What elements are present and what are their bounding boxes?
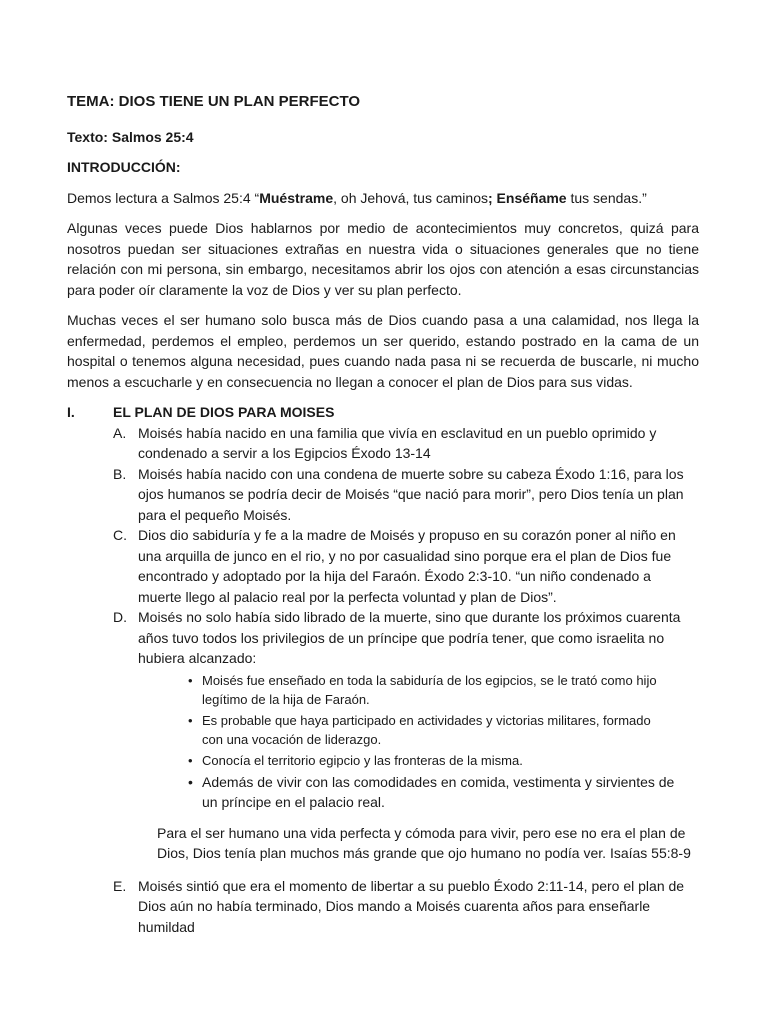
document-content: [67, 92, 699, 937]
item-text: Moisés no solo había sido librado de la muerte, sino que durante los próximos cuarenta años tuvo todos los privilegios de un príncipe que podría tener, que como israelita no hubiera alcanzado:: [138, 609, 681, 666]
bullet-item: [67, 671, 699, 709]
list-item: [67, 876, 699, 938]
bullet-dot-icon: •: [188, 712, 193, 728]
item-text: Dios dio sabiduría y fe a la madre de Moisés y propuso en su corazón poner al niño en una arquilla de junco en el rio, y no por casualidad sino porque era el plan de Dios fue encontrado y adoptado por la hija del Faraón. Éxodo 2:3-10. “un niño condenado a muerte llego al palacio real por la perfecta voluntad y plan de Dios”.: [138, 527, 676, 605]
list-item: [67, 607, 699, 669]
item-label: D.: [113, 609, 127, 625]
bullet-dot-icon: •: [188, 672, 193, 688]
intro-bold-2: ; Enséñame: [488, 189, 567, 206]
item-label: A.: [113, 424, 127, 441]
intro-post: tus sendas.”: [566, 189, 647, 206]
bullet-item: [67, 751, 699, 770]
item-label: E.: [113, 877, 127, 894]
scripture-reference: Texto: Salmos 25:4: [67, 128, 194, 145]
bullet-text: Conocía el territorio egipcio y las fronteras de la misma.: [202, 752, 523, 768]
item-text: Moisés había nacido con una condena de muerte sobre su cabeza Éxodo 1:16, para los ojos humanos se podría decir de Moisés “que nació para morir”, pero Dios tenía un plan para el pequeño Moisés.: [138, 465, 684, 523]
page-title: TEMA: DIOS TIENE UN PLAN PERFECTO: [67, 93, 361, 110]
section-number: I.: [67, 404, 75, 420]
bullet-item: [67, 772, 699, 813]
section-items: [67, 423, 699, 669]
item-label: B.: [113, 465, 127, 482]
bullet-text: Moisés fue enseñado en toda la sabiduría de los egipcios, se le trató como hijo legítimo de la hija de Faraón.: [202, 672, 657, 707]
bullet-text: Además de vivir con las comodidades en comida, vestimenta y sirvientes de un príncipe en el palacio real.: [202, 773, 675, 810]
list-item: [67, 525, 699, 607]
item-text: Moisés había nacido en una familia que vivía en esclavitud en un pueblo oprimido y condenado a servir a los Egipcios Éxodo 13-14: [138, 424, 657, 461]
bullet-dot-icon: •: [188, 773, 193, 790]
section-title: EL PLAN DE DIOS PARA MOISES: [113, 404, 335, 420]
section-note: Para el ser humano una vida perfecta y cómoda para vivir, pero ese no era el plan de Dios, Dios tenía plan muchos más grande que ojo humano no podía ver. Isaías 55:8-9: [157, 824, 691, 861]
paragraph-2: Muchas veces el ser humano solo busca más de Dios cuando pasa a una calamidad, nos llega la enfermedad, perdemos el empleo, perdemos un ser querido, estando postrado en la cama de un hospital o tenemos alguna necesidad, pues cuando nada pasa ni se recuerda de buscarle, ni mucho menos a escucharle y en consecuencia no llegan a conocer el plan de Dios para sus vidas.: [67, 312, 699, 390]
bullet-text: Es probable que haya participado en actividades y victorias militares, formado con una vocación de liderazgo.: [202, 712, 651, 747]
intro-bold-1: Muéstrame: [259, 189, 334, 206]
intro-heading: INTRODUCCIÓN:: [67, 159, 181, 175]
item-text: Moisés sintió que era el momento de libertar a su pueblo Éxodo 2:11-14, pero el plan de Dios aún no había terminado, Dios mando a Moisés cuarenta años para enseñarle humildad: [138, 877, 685, 935]
paragraph-1: Algunas veces puede Dios hablarnos por medio de acontecimientos muy concretos, quizá para nosotros puedan ser situaciones extrañas en nuestra vida o situaciones generales que no tiene relación con mi persona, sin embargo, necesitamos abrir los ojos con atención a esas circunstancias para poder oír claramente la voz de Dios y ver su plan perfecto.: [67, 220, 699, 298]
list-item: [67, 464, 699, 526]
intro-reading-line: [67, 188, 699, 209]
bullet-list: [67, 671, 699, 813]
intro-pre: Demos lectura a Salmos 25:4 “: [67, 189, 260, 206]
section-heading: [67, 402, 699, 423]
intro-mid: , oh Jehová, tus caminos: [333, 189, 488, 206]
bullet-dot-icon: •: [188, 752, 193, 768]
item-label: C.: [113, 527, 127, 543]
list-item: [67, 423, 699, 464]
bullet-item: [67, 711, 699, 749]
